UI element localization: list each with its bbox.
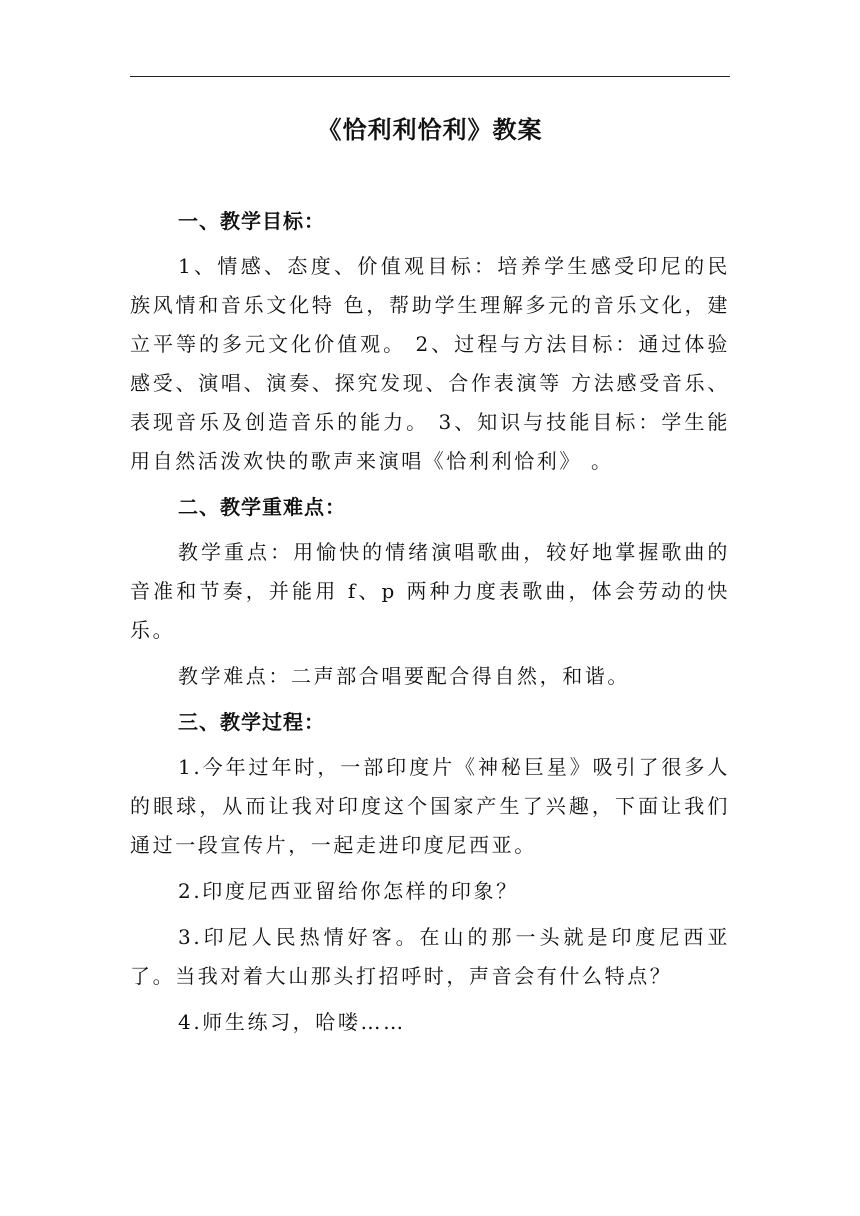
paragraph: 3.印尼人民热情好客。在山的那一头就是印度尼西亚了。当我对着大山那头打招呼时，声音会有什么特点？ (130, 925, 730, 988)
paragraph: 2.印度尼西亚留给你怎样的印象？ (178, 879, 519, 903)
paragraph: 1.今年过年时，一部印度片《神秘巨星》吸引了很多人的眼球，从而让我对印度这个国家产生了兴趣，下面让我们通过一段宣传片，一起走进印度尼西亚。 (130, 755, 730, 857)
document-body (130, 110, 730, 1049)
paragraph: 4.师生练习，哈喽…… (178, 1010, 406, 1034)
header-rule (130, 76, 730, 77)
section-heading: 二、教学重难点： (178, 495, 346, 519)
section-heading: 一、教学目标： (178, 209, 325, 233)
section-heading: 三、教学过程： (178, 710, 325, 734)
section-objectives (130, 202, 730, 481)
paragraph: 教学难点：二声部合唱要配合得自然，和谐。 (178, 664, 630, 688)
section-key-points (130, 488, 730, 696)
paragraph: 1、情感、态度、价值观目标：培养学生感受印尼的民族风情和音乐文化特 色，帮助学生理解多元的音乐文化，建立平等的多元文化价值观。 2、过程与方法目标：通过体验感受、演唱、演奏、探究发现、合作表演等 方法感受音乐、表现音乐及创造音乐的能力。 3、知识与技能目标：学生能用自然活泼欢快的歌声来演唱《恰利利恰利》 。 (130, 254, 730, 473)
paragraph: 教学重点：用愉快的情绪演唱歌曲，较好地掌握歌曲的音准和节奏，并能用 f、p 两种力度表歌曲，体会劳动的快乐。 (130, 540, 730, 642)
document-title: 《恰利利恰利》教案 (317, 116, 543, 144)
section-process (130, 703, 730, 1042)
